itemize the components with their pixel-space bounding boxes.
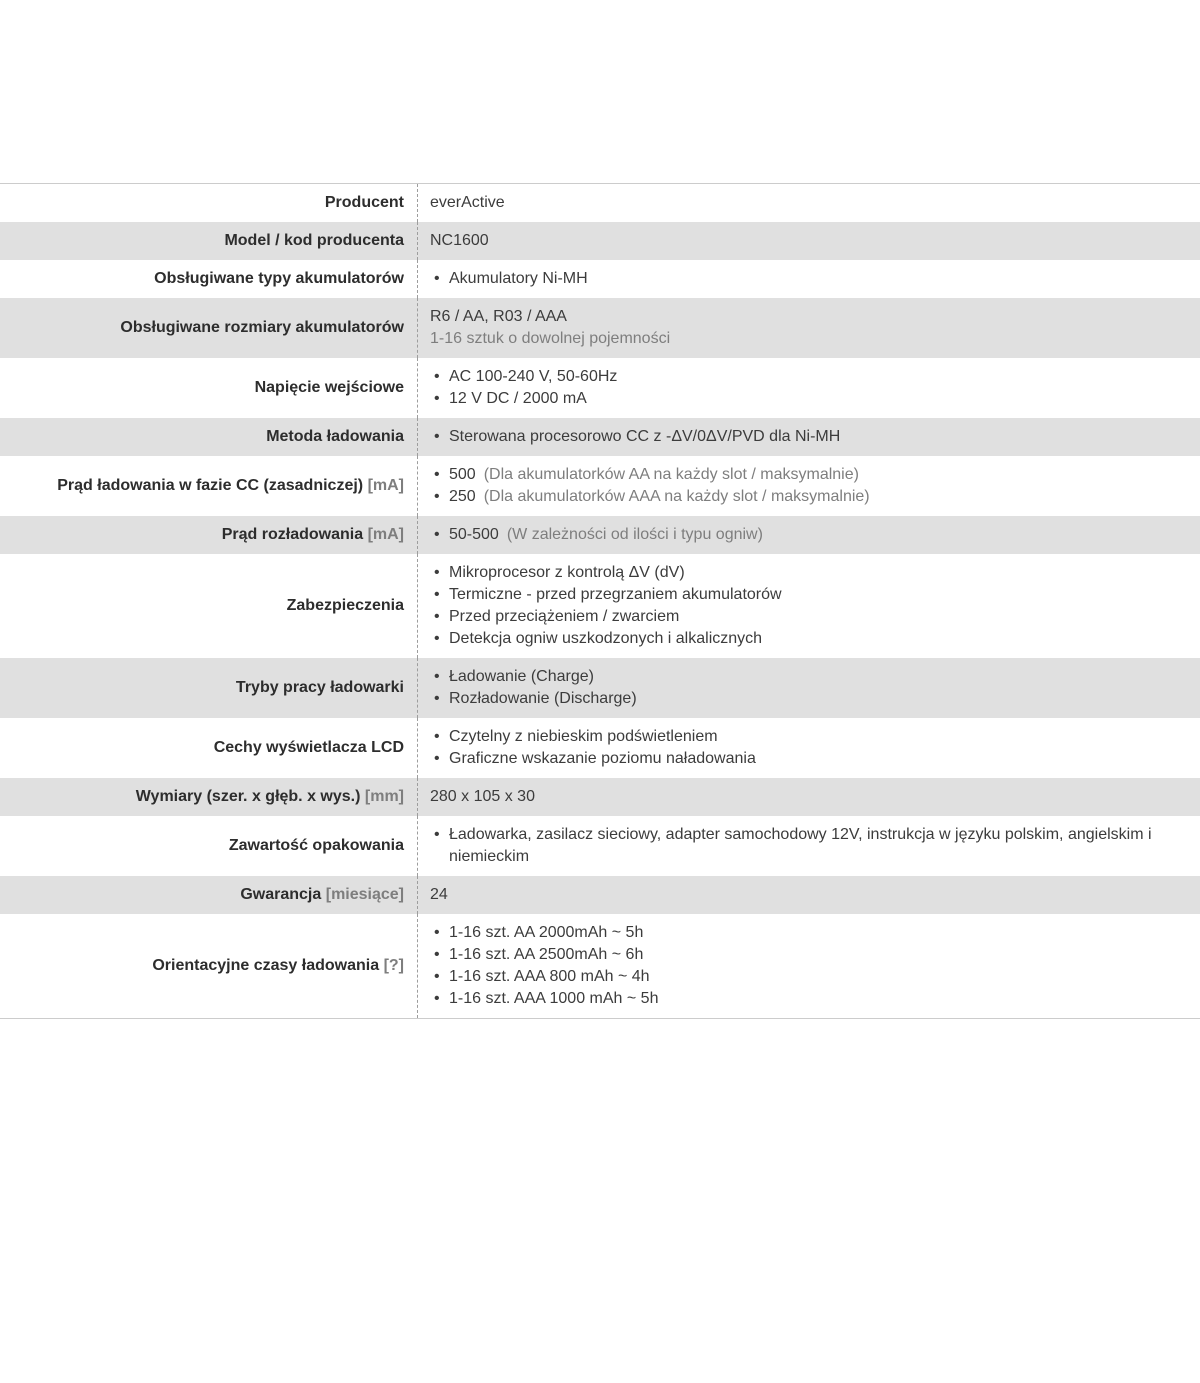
value-segment: Rozładowanie (Discharge)	[449, 690, 637, 707]
value-bullet-line	[430, 426, 1160, 448]
row-label-wrap	[24, 377, 404, 399]
value-line	[430, 884, 1160, 906]
value-bullet-line	[430, 388, 1160, 410]
table-row	[0, 358, 1200, 418]
value-bullet-line	[430, 688, 1160, 710]
value-segment: 280 x 105 x 30	[430, 788, 535, 805]
row-value-cell	[417, 184, 1200, 222]
row-label-wrap	[24, 737, 404, 759]
row-value-cell	[417, 516, 1200, 554]
table-row	[0, 260, 1200, 298]
value-segment-muted: 1-16 sztuk o dowolnej pojemności	[430, 330, 671, 347]
row-value-cell	[417, 778, 1200, 816]
row-label-cell	[0, 358, 417, 418]
row-label-wrap	[24, 677, 404, 699]
value-segment: Ładowanie (Charge)	[449, 668, 594, 685]
table-row	[0, 914, 1200, 1018]
value-bullet-line	[430, 464, 1160, 486]
row-label: Prąd rozładowania	[221, 526, 364, 543]
value-bullet-line	[430, 666, 1160, 688]
row-label-cell	[0, 456, 417, 516]
row-label-suffix: [mA]	[367, 526, 404, 543]
value-segment: 1-16 szt. AAA 800 mAh ~ 4h	[449, 968, 650, 985]
row-value-cell	[417, 876, 1200, 914]
row-label: Wymiary (szer. x głęb. x wys.)	[135, 788, 361, 805]
value-bullet-line	[430, 524, 1160, 546]
value-segment: 12 V DC / 2000 mA	[449, 390, 587, 407]
product-spec-table	[0, 183, 1200, 1019]
value-segment-muted: (Dla akumulatorków AA na każdy slot / maksymalnie)	[483, 466, 859, 483]
row-value-cell	[417, 260, 1200, 298]
table-row	[0, 876, 1200, 914]
value-segment: Sterowana procesorowo CC z -ΔV/0ΔV/PVD dla Ni-MH	[449, 428, 841, 445]
row-label: Orientacyjne czasy ładowania	[152, 957, 380, 974]
row-label: Cechy wyświetlacza LCD	[213, 739, 404, 756]
row-label-wrap	[24, 230, 404, 252]
row-label-cell	[0, 914, 417, 1018]
row-label: Metoda ładowania	[266, 428, 404, 445]
row-label-suffix: [miesiące]	[325, 886, 404, 903]
row-label: Prąd ładowania w fazie CC (zasadniczej)	[57, 477, 364, 494]
table-row	[0, 222, 1200, 260]
value-line	[430, 192, 1160, 214]
table-row	[0, 658, 1200, 718]
value-bullet-line	[430, 562, 1160, 584]
row-label-wrap	[24, 835, 404, 857]
value-bullet-line	[430, 922, 1160, 944]
value-segment: everActive	[430, 194, 505, 211]
value-line	[430, 306, 1160, 328]
row-label-suffix: [?]	[383, 957, 404, 974]
row-label-cell	[0, 816, 417, 876]
row-label: Zabezpieczenia	[286, 597, 404, 614]
table-row	[0, 418, 1200, 456]
row-label: Obsługiwane rozmiary akumulatorów	[120, 319, 404, 336]
row-label-wrap	[24, 884, 404, 906]
table-row	[0, 778, 1200, 816]
value-segment: Przed przeciążeniem / zwarciem	[449, 608, 680, 625]
value-segment: 1-16 szt. AAA 1000 mAh ~ 5h	[449, 990, 659, 1007]
value-segment: Mikroprocesor z kontrolą ΔV (dV)	[449, 564, 685, 581]
value-segment: Termiczne - przed przegrzaniem akumulatorów	[449, 586, 782, 603]
row-label-wrap	[24, 317, 404, 339]
row-value-cell	[417, 658, 1200, 718]
value-bullet-line	[430, 606, 1160, 628]
row-label-wrap	[24, 268, 404, 290]
row-label-suffix: [mA]	[367, 477, 404, 494]
row-label-wrap	[24, 426, 404, 448]
row-label-cell	[0, 516, 417, 554]
row-value-cell	[417, 222, 1200, 260]
row-label: Napięcie wejściowe	[254, 379, 404, 396]
row-label-cell	[0, 554, 417, 658]
row-value-cell	[417, 298, 1200, 358]
row-label: Tryby pracy ładowarki	[235, 679, 404, 696]
row-value-cell	[417, 456, 1200, 516]
table-row	[0, 516, 1200, 554]
table-row	[0, 718, 1200, 778]
value-bullet-line	[430, 824, 1160, 868]
value-bullet-line	[430, 944, 1160, 966]
value-segment-muted: (Dla akumulatorków AAA na każdy slot / maksymalnie)	[483, 488, 870, 505]
value-segment: Ładowarka, zasilacz sieciowy, adapter samochodowy 12V, instrukcja w języku polskim, angielskim i niemieckim	[449, 826, 1152, 865]
value-bullet-line	[430, 966, 1160, 988]
row-label-cell	[0, 876, 417, 914]
table-row	[0, 184, 1200, 222]
value-segment: Graficzne wskazanie poziomu naładowania	[449, 750, 756, 767]
row-label-cell	[0, 778, 417, 816]
value-segment: 1-16 szt. AA 2000mAh ~ 5h	[449, 924, 644, 941]
value-line	[430, 786, 1160, 808]
row-label-wrap	[24, 524, 404, 546]
row-value-cell	[417, 358, 1200, 418]
value-bullet-line	[430, 988, 1160, 1010]
value-segment: 250	[449, 488, 476, 505]
row-value-cell	[417, 914, 1200, 1018]
row-label-wrap	[24, 475, 404, 497]
row-label-cell	[0, 222, 417, 260]
row-label-suffix: [mm]	[364, 788, 404, 805]
table-row	[0, 816, 1200, 876]
row-label-cell	[0, 418, 417, 456]
value-bullet-line	[430, 366, 1160, 388]
value-segment: Akumulatory Ni-MH	[449, 270, 588, 287]
row-value-cell	[417, 816, 1200, 876]
row-label-cell	[0, 184, 417, 222]
value-segment: 500	[449, 466, 476, 483]
row-value-cell	[417, 554, 1200, 658]
value-segment: 24	[430, 886, 448, 903]
value-bullet-line	[430, 268, 1160, 290]
row-value-cell	[417, 718, 1200, 778]
row-label: Producent	[324, 194, 404, 211]
row-label-cell	[0, 298, 417, 358]
row-label-cell	[0, 718, 417, 778]
value-segment: R6 / AA, R03 / AAA	[430, 308, 567, 325]
row-label-wrap	[24, 786, 404, 808]
table-row	[0, 554, 1200, 658]
table-row	[0, 298, 1200, 358]
row-label-cell	[0, 260, 417, 298]
row-label-wrap	[24, 192, 404, 214]
value-bullet-line	[430, 628, 1160, 650]
value-bullet-line	[430, 748, 1160, 770]
value-segment: 1-16 szt. AA 2500mAh ~ 6h	[449, 946, 644, 963]
value-bullet-line	[430, 726, 1160, 748]
value-segment: 50-500	[449, 526, 499, 543]
value-segment: Detekcja ogniw uszkodzonych i alkalicznych	[449, 630, 763, 647]
row-label-cell	[0, 658, 417, 718]
value-bullet-line	[430, 584, 1160, 606]
value-segment-muted: (W zależności od ilości i typu ogniw)	[506, 526, 763, 543]
row-label: Gwarancja	[240, 886, 322, 903]
row-label: Model / kod producenta	[224, 232, 404, 249]
row-label-wrap	[24, 595, 404, 617]
row-value-cell	[417, 418, 1200, 456]
row-label: Zawartość opakowania	[228, 837, 404, 854]
value-segment: NC1600	[430, 232, 489, 249]
row-label: Obsługiwane typy akumulatorów	[154, 270, 404, 287]
value-line	[430, 230, 1160, 252]
value-bullet-line	[430, 486, 1160, 508]
value-segment: AC 100-240 V, 50-60Hz	[449, 368, 618, 385]
table-row	[0, 456, 1200, 516]
value-segment: Czytelny z niebieskim podświetleniem	[449, 728, 718, 745]
row-label-wrap	[24, 955, 404, 977]
value-line	[430, 328, 1160, 350]
